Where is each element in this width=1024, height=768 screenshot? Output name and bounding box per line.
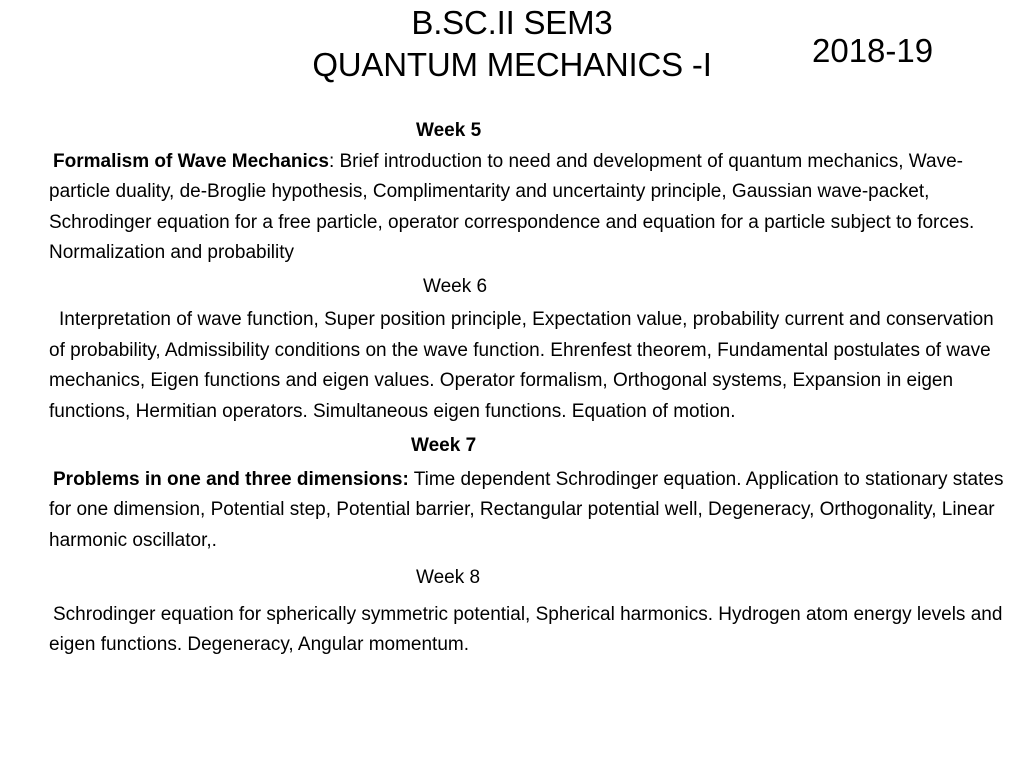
week-6-paragraph — [49, 305, 1009, 427]
week-5-lead: Formalism of Wave Mechanics — [53, 150, 329, 172]
syllabus-body — [49, 116, 1009, 661]
week-5-text: Brief introduction to need and development of quantum mechanics, Wave-particle duality, de-Broglie hypothesis, Complimentarity and uncertainty principle, Gaussian wave-packet, Schrodinger equation for a free particle, operator correspondence and equation for a particle subject to forces. Normalization and probability — [49, 150, 975, 263]
week-6-heading: Week 6 — [423, 275, 488, 297]
title-line-2: QUANTUM MECHANICS -I — [312, 46, 712, 83]
week-5-paragraph — [49, 147, 1009, 269]
week-7-heading: Week 7 — [411, 435, 477, 456]
week-7-paragraph — [49, 465, 1009, 557]
slide-title — [262, 2, 762, 86]
week-7-lead: Problems in one and three dimensions: — [53, 468, 409, 490]
academic-year: 2018-19 — [812, 32, 934, 69]
week-8-paragraph — [49, 600, 1009, 661]
week-7-text: Time dependent Schrodinger equation. Application to stationary states for one dimension, Potential step, Potential barrier, Rectangular potential well, Degeneracy, Orthogonality, Linear harmonic oscillator,. — [49, 468, 1004, 551]
title-line-1: B.SC.II SEM3 — [411, 4, 613, 41]
week-8-text: Schrodinger equation for spherically symmetric potential, Spherical harmonics. Hydrogen atom energy levels and eigen functions. Degeneracy, Angular momentum. — [49, 603, 1003, 655]
week-5-lead-colon: : — [328, 150, 335, 172]
week-5-heading: Week 5 — [416, 120, 482, 141]
week-6-text: Interpretation of wave function, Super position principle, Expectation value, probability current and conservation of probability, Admissibility conditions on the wave function. Ehrenfest theorem, Fundamental postulates of wave mechanics, Eigen functions and eigen values. Operator formalism, Orthogonal systems, Expansion in eigen functions, Hermitian operators. Simultaneous eigen functions. Equation of motion. — [49, 309, 994, 422]
week-8-heading: Week 8 — [416, 567, 481, 588]
